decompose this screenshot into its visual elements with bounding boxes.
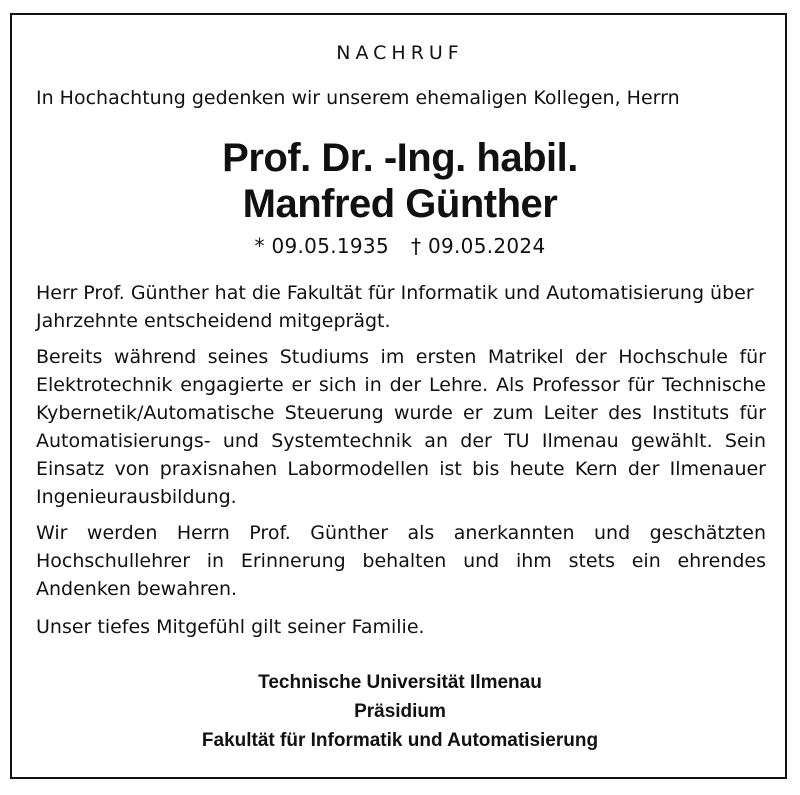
signature-presidium: Präsidium — [354, 701, 446, 722]
paragraph-text: Bereits während seines Studiums im ersten Matrikel der Hochschule für Elektrotechnik engagierte er sich in der Lehre. Als Professor für Technische Kybernetik/Automatische Steuerung wurde er zum Leiter des Instituts für Automatisierungs- und Systemtechnik an der TU Ilmenau gewählt. Sein Einsatz von praxisnahen Labormodellen ist bis heute Kern der Ilmenauer Ingenieurausbildung. — [36, 346, 766, 508]
paragraph-text: Herr Prof. Günther hat die Fakultät für Informatik und Automatisierung über Jahrzehnte entscheidend mitgeprägt. — [36, 282, 754, 332]
death-date: † 09.05.2024 — [411, 234, 546, 258]
obituary-heading: NACHRUF — [336, 42, 464, 64]
deceased-title: Prof. Dr. -Ing. habil. — [222, 136, 578, 180]
intro-text: In Hochachtung gedenken wir unserem ehemaligen Kollegen, Herrn — [36, 87, 680, 109]
life-dates — [0, 234, 800, 258]
paragraph-1 — [36, 279, 766, 335]
paragraph-3 — [36, 519, 766, 603]
paragraph-text: Wir werden Herrn Prof. Günther als anerkannten und geschätzten Hochschullehrer in Erinnerung behalten und ihm stets ein ehrendes Andenken bewahren. — [36, 522, 766, 600]
paragraph-4 — [36, 613, 766, 641]
signature-faculty: Fakultät für Informatik und Automatisierung — [201, 730, 599, 751]
paragraph-text: Unser tiefes Mitgefühl gilt seiner Familie. — [36, 616, 425, 638]
signature-university: Technische Universität Ilmenau — [258, 672, 542, 693]
paragraph-2 — [36, 343, 766, 511]
birth-date: * 09.05.1935 — [254, 234, 389, 258]
deceased-name: Manfred Günther — [242, 182, 558, 226]
